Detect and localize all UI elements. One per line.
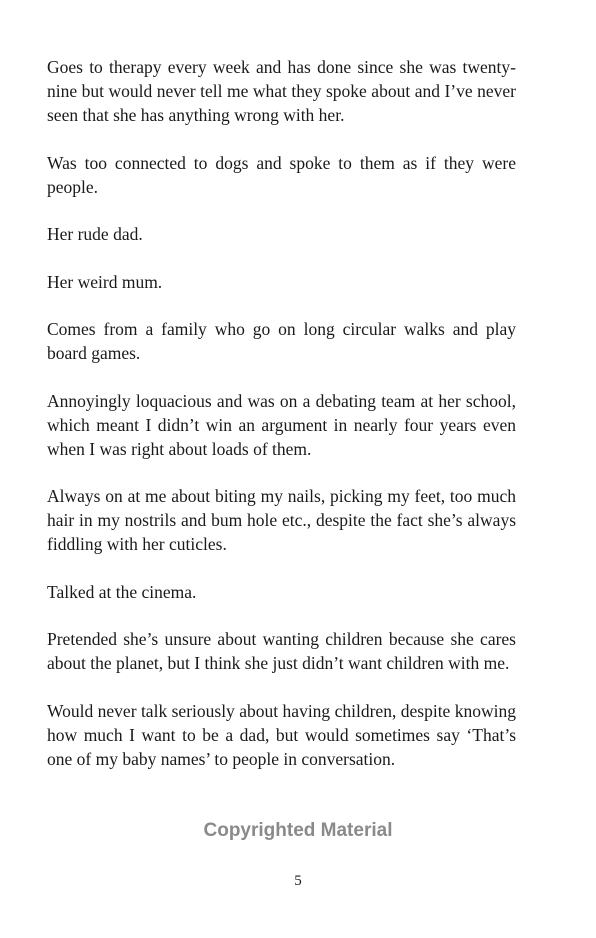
paragraph: Was too connected to dogs and spoke to them as if they were people. xyxy=(47,152,516,197)
copyright-watermark: Copyrighted Material xyxy=(203,820,393,841)
paragraph: Always on at me about biting my nails, picking my feet, too much hair in my nostrils and bum hole etc., despite the fact she’s always fiddling with her cuticles. xyxy=(47,486,516,554)
paragraph: Comes from a family who go on long circular walks and play board games. xyxy=(47,319,516,363)
paragraph: Pretended she’s unsure about wanting children because she cares about the planet, but I think she just didn’t want children with me. xyxy=(47,629,516,673)
page-number: 5 xyxy=(294,873,302,889)
paragraph: Annoyingly loquacious and was on a debating team at her school, which meant I didn’t win an argument in nearly four years even when I was right about loads of them. xyxy=(47,390,516,459)
paragraph: Her rude dad. xyxy=(47,224,143,244)
body-text xyxy=(47,55,516,771)
paragraph: Her weird mum. xyxy=(47,271,163,292)
paragraph: Goes to therapy every week and has done since she was twenty-nine but would never tell me what they spoke about and I’ve never seen that she has anything wrong with her. xyxy=(47,57,516,125)
paragraph: Talked at the cinema. xyxy=(47,581,197,602)
paragraph: Would never talk seriously about having children, despite knowing how much I want to be a dad, but would sometimes say ‘That’s one of my baby names’ to people in conversation. xyxy=(47,700,516,769)
